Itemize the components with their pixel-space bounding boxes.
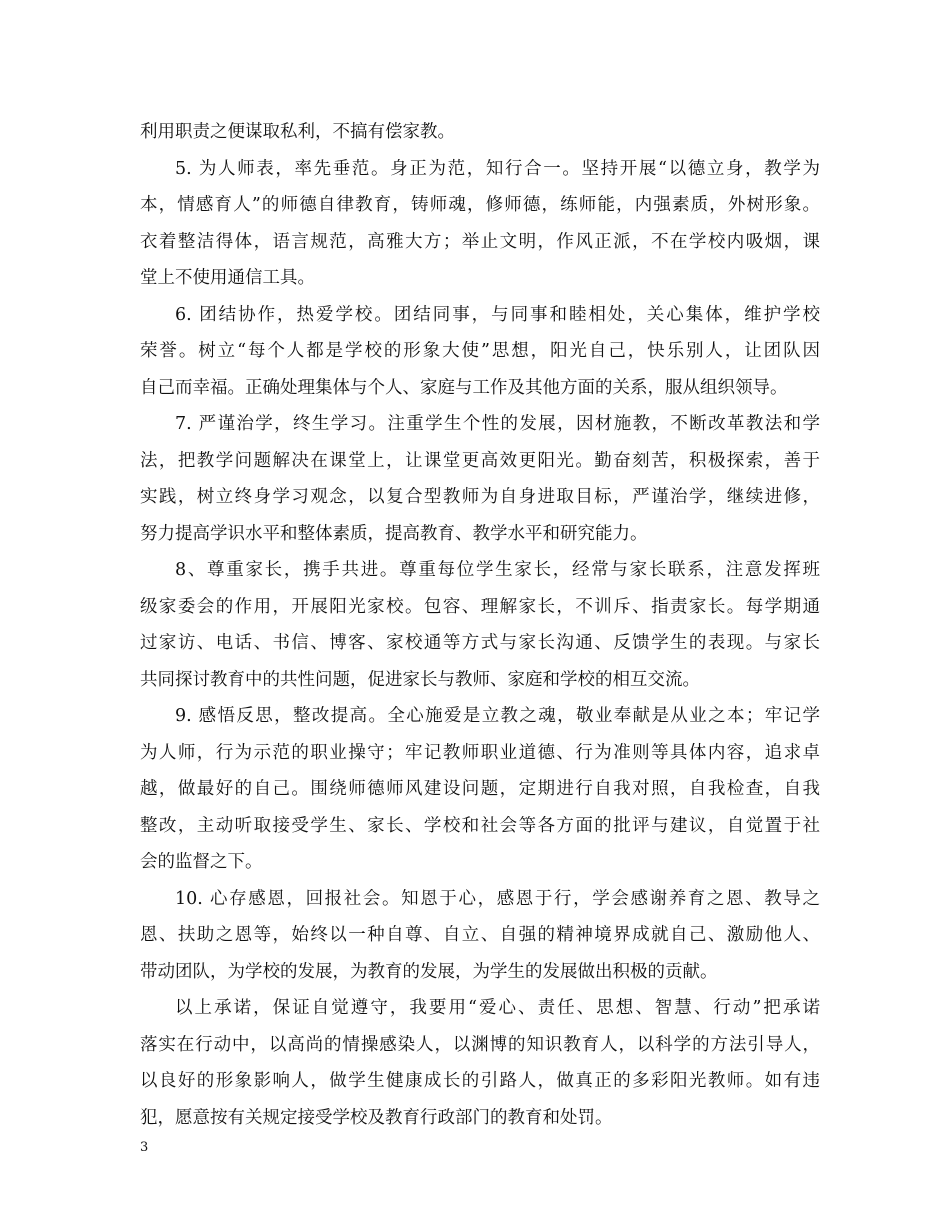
text-line: 自己而幸福。正确处理集体与个人、家庭与工作及其他方面的关系，服从组织领导。 <box>140 377 788 398</box>
document-body <box>140 114 820 1136</box>
text-line: 努力提高学识水平和整体素质，提高教育、教学水平和研究能力。 <box>140 523 648 544</box>
text-line: 6. 团结协作，热爱学校。团结同事，与同事和睦相处，关心集体，维护学校 <box>175 304 820 325</box>
text-line: 共同探讨教育中的共性问题，促进家长与教师、家庭和学校的相互交流。 <box>140 669 700 690</box>
text-line: 越，做最好的自己。围绕师德师风建设问题，定期进行自我对照，自我检查，自我 <box>140 779 820 799</box>
text-line: 会的监督之下。 <box>140 852 263 872</box>
text-line: 9. 感悟反思，整改提高。全心施爱是立教之魂，敬业奉献是从业之本；牢记学 <box>175 706 820 726</box>
text-line: 犯，愿意按有关规定接受学校及教育行政部门的教育和处罚。 <box>140 1107 613 1128</box>
text-line: 整改，主动听取接受学生、家长、学校和社会等各方面的批评与建议，自觉置于社 <box>140 815 820 836</box>
page-number: 3 <box>140 1140 149 1155</box>
text-line: 10. 心存感恩，回报社会。知恩于心，感恩于行，学会感谢养育之恩、教导之 <box>175 888 820 909</box>
text-line: 以良好的形象影响人，做学生健康成长的引路人，做真正的多彩阳光教师。如有违 <box>140 1071 820 1091</box>
text-line: 恩、扶助之恩等，始终以一种自尊、自立、自强的精神境界成就自己、激励他人、 <box>140 925 820 945</box>
text-line: 利用职责之便谋取私利，不搞有偿家教。 <box>140 122 455 142</box>
text-line: 带动团队，为学校的发展，为教育的发展，为学生的发展做出积极的贡献。 <box>140 961 718 982</box>
text-line: 衣着整洁得体，语言规范，高雅大方；举止文明，作风正派，不在学校内吸烟，课 <box>140 231 820 252</box>
text-line: 法，把教学问题解决在课堂上，让课堂更高效更阳光。勤奋刻苦，积极探索，善于 <box>140 450 820 471</box>
text-line: 为人师，行为示范的职业操守；牢记教师职业道德、行为准则等具体内容，追求卓 <box>140 742 820 763</box>
text-line: 本，情感育人”的师德自律教育，铸师魂，修师德，练师能，内强素质，外树形象。 <box>140 195 820 215</box>
text-line: 荣誉。树立“每个人都是学校的形象大使”思想，阳光自己，快乐别人，让团队因 <box>140 341 820 361</box>
text-line: 8、尊重家长，携手共进。尊重每位学生家长，经常与家长联系，注意发挥班 <box>175 560 820 580</box>
text-line: 实践，树立终身学习观念，以复合型教师为自身进取目标，严谨治学，继续进修， <box>140 487 820 507</box>
text-line: 过家访、电话、书信、博客、家校通等方式与家长沟通、反馈学生的表现。与家长 <box>140 633 820 653</box>
text-line: 以上承诺，保证自觉遵守，我要用“爱心、责任、思想、智慧、行动”把承诺 <box>175 998 820 1018</box>
text-line: 堂上不使用通信工具。 <box>140 268 315 288</box>
text-line: 落实在行动中，以高尚的情操感染人，以渊博的知识教育人，以科学的方法引导人， <box>140 1034 820 1055</box>
text-line: 5. 为人师表，率先垂范。身正为范，知行合一。坚持开展“以德立身，教学为 <box>175 158 820 179</box>
text-line: 级家委会的作用，开展阳光家校。包容、理解家长，不训斥、指责家长。每学期通 <box>140 596 820 617</box>
text-line: 7. 严谨治学，终生学习。注重学生个性的发展，因材施教，不断改革教法和学 <box>175 414 820 434</box>
